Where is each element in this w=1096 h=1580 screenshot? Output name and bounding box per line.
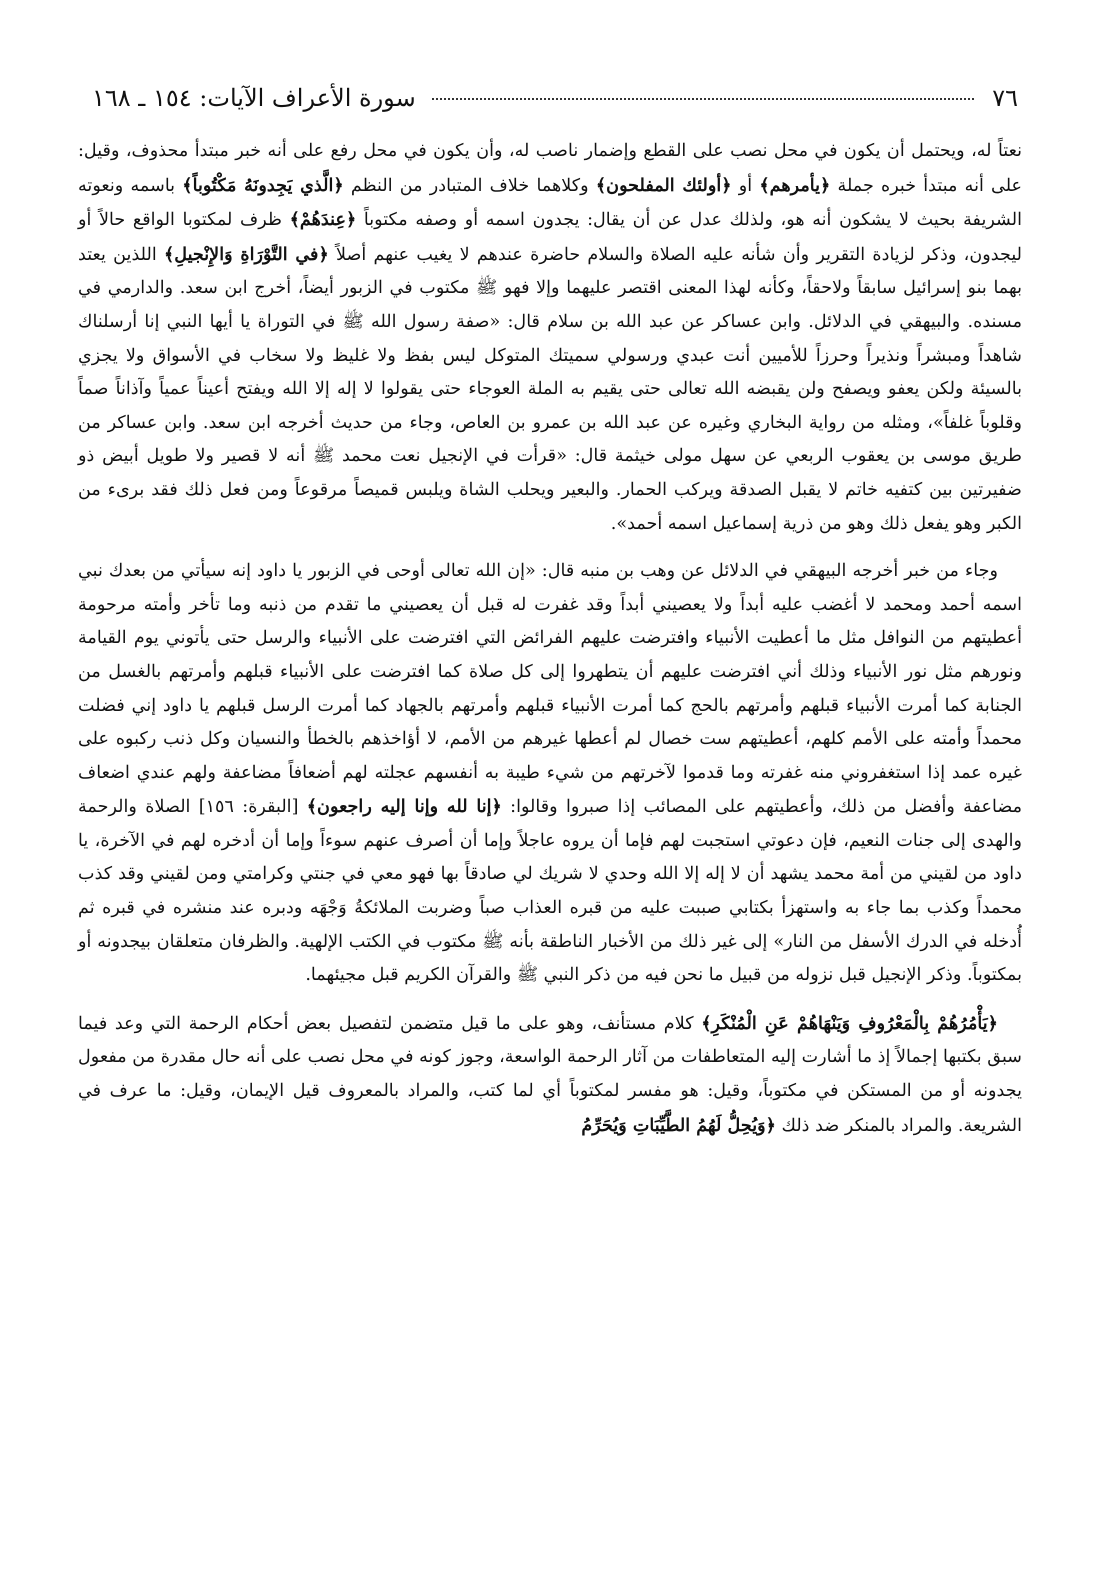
header-title: سورة الأعراف الآيات: ١٥٤ ـ ١٦٨ <box>92 84 416 112</box>
text-run: ظرف لمكتوبا الواقع حالاً أو ليجدون، وذكر لزيادة التقرير وأن شأنه عليه الصلاة والسلام حاضرة عندهم لا يغيب عنهم أصلاً <box>78 210 1022 265</box>
quran-quote: ﴿أولئك المفلحون﴾ <box>595 174 732 196</box>
paragraph-3 <box>78 1007 1022 1143</box>
running-header <box>92 78 1018 118</box>
header-dotted-leader <box>432 96 975 100</box>
quran-quote: ﴿يأمرهم﴾ <box>759 174 831 196</box>
text-run: نعتاً له، ويحتمل أن يكون في محل نصب على القطع وإضمار ناصب له، وأن يكون في محل رفع على أنه خبر مبتدأ محذوف، وقيل: على أنه مبتدأ خبره جملة <box>78 141 1023 196</box>
page-number: ٧٦ <box>992 84 1018 112</box>
text-run: [البقرة: ١٥٦] الصلاة والرحمة والهدى إلى جنات النعيم، فإن دعوتي استجبت لهم فإما أن يروه عاجلاً وإما أن أصرف عنهم سوءاً وإما أن أدخره لهم في الآخرة، يا داود من لقيني من أمة محمد يشهد أن لا إله إلا الله وحدي لا شريك لي صادقاً بها فهو معي في جنتي وكرامتي ومن لقيني وقد كذب محمداً وكذب بما جاء به واستهزأ بكتابي صببت عليه من قبره العذاب صباً وضربت الملائكةُ وَجْهَه ودبره عند منشره في قبره ثم أُدخله في الدرك الأسفل من النار» إلى غير ذلك من الأخبار الناطقة بأنه ﷺ مكتوب في الكتب الإلهية. والظرفان متعلقان بيجدونه أو بمكتوباً. وذكر الإنجيل قبل نزوله من قبيل ما نحن فيه من ذكر النبي ﷺ والقرآن الكريم قبل مجيئهما. <box>78 797 1022 986</box>
quran-quote: ﴿في التَّوْرَاةِ وَالإِنْجيلِ﴾ <box>163 243 329 265</box>
quran-quote: ﴿وَيُحِلُّ لَهُمُ الطَّيِّبَاتِ وَيُحَرِّمُ <box>581 1114 776 1136</box>
page-body <box>78 135 1022 1520</box>
quran-quote: ﴿يَأْمُرُهُمْ بِالْمَعْرُوفِ وَيَنْهَاهُمْ عَنِ الْمُنْكَرِ﴾ <box>701 1012 998 1034</box>
paragraph-1 <box>78 135 1022 541</box>
quran-quote: ﴿عِندَهُمْ﴾ <box>289 209 357 231</box>
paragraph-2 <box>78 555 1022 993</box>
quran-quote: ﴿إنا لله وإنا إليه راجعون﴾ <box>306 796 502 818</box>
quran-quote: ﴿الَّذي يَجِدونَهُ مَكْتُوباً﴾ <box>182 174 344 196</box>
text-run: وجاء من خبر أخرجه البيهقي في الدلائل عن وهب بن منبه قال: «إن الله تعالى أوحى في الزبور يا داود إنه سيأتي من بعدك نبي اسمه أحمد ومحمد لا أغضب عليه أبداً ولا يعصيني أبداً وقد غفرت له قبل أن يعصيني ما تقدم من ذنبه وما تأخر وأمته مرحومة أعطيتهم من النوافل مثل ما أعطيت الأنبياء وافترضت عليهم الفرائض التي افترضت على الأنبياء والرسل حتى يأتوني يوم القيامة ونورهم مثل نور الأنبياء وذلك أني افترضت عليهم أن يتطهروا إلى كل صلاة كما افترضت على الأنبياء قبلهم وأمرتهم بالغسل من الجنابة كما أمرت الأنبياء قبلهم وأمرتهم بالحج كما أمرت الأنبياء قبلهم وأمرتهم بالجهاد كما أمرت الرسل قبلهم يا داود إني فضلت محمداً وأمته على الأمم كلهم، أعطيتهم ست خصال لم أعطها غيرهم من الأمم، لا أؤاخذهم بالخطأ والنسيان وكل ذنب ركبوه على غيره عمد إذا استغفروني منه غفرته وما قدموا لآخرتهم من شيء طيبة به أنفسهم عجلته لهم أضعافاً مضاعفة ولهم عندي اضعاف مضاعفة وأفضل من ذلك، وأعطيتهم على المصائب إذا صبروا وقالوا: <box>78 561 1022 818</box>
text-run: باسمه ونعوته الشريفة بحيث لا يشكون أنه هو، ولذلك عدل عن أن يقال: يجدون اسمه أو وصفه مكتوباً <box>78 175 1022 231</box>
text-run: أو <box>731 175 760 196</box>
text-run: وكلاهما خلاف المتبادر من النظم <box>343 175 596 196</box>
text-run: كلام مستأنف، وهو على ما قيل متضمن لتفصيل بعض أحكام الرحمة التي وعد فيما سبق بكتبها إجمالاً إذ ما أشارت إليه المتعاطفات من آثار الرحمة الواسعة، وجوز كونه في محل نصب على أنه حال مقدرة من مفعول يجدونه أو من المستكن في مكتوباً، وقيل: هو مفسر لمكتوباً أي لما كتب، والمراد بالمعروف قيل الإيمان، وقيل: ما عرف في الشريعة. والمراد بالمنكر ضد ذلك <box>78 1013 1022 1136</box>
text-run: اللذين يعتد بهما بنو إسرائيل سابقاً ولاحقاً، وكأنه لهذا المعنى اقتصر عليهما وإلا فهو ﷺ مكتوب في الزبور أيضاً، أخرج ابن سعد. والدارمي في مسنده. والبيهقي في الدلائل. وابن عساكر عن عبد الله بن سلام قال: «صفة رسول الله ﷺ في التوراة يا أيها النبي إنا أرسلناك شاهداً ومبشراً ونذيراً وحرزاً للأميين أنت عبدي ورسولي سميتك المتوكل ليس بفظ ولا غليظ ولا سخاب في الأسواق ولا يجزي بالسيئة ولكن يعفو ويصفح ولن يقبضه الله تعالى حتى يقيم به الملة العوجاء حتى يقولوا لا إله إلا الله ويفتح أعيناً عمياً وآذاناً صماً وقلوباً غلفاً»، ومثله من رواية البخاري وغيره عن عبد الله بن عمرو بن العاص، وجاء من حديث أخرجه ابن سعد. وابن عساكر من طريق موسى بن يعقوب الربعي عن سهل مولى خيثمة قال: «قرأت في الإنجيل نعت محمد ﷺ أنه لا قصير ولا طويل أبيض ذو ضفيرتين بين كتفيه خاتم لا يقبل الصدقة ويركب الحمار. والبعير ويحلب الشاة ويلبس قميصاً مرقوعاً ومن فعل ذلك فقد برىء من الكبر وهو يفعل ذلك وهو من ذرية إسماعيل اسمه أحمد». <box>78 244 1022 534</box>
